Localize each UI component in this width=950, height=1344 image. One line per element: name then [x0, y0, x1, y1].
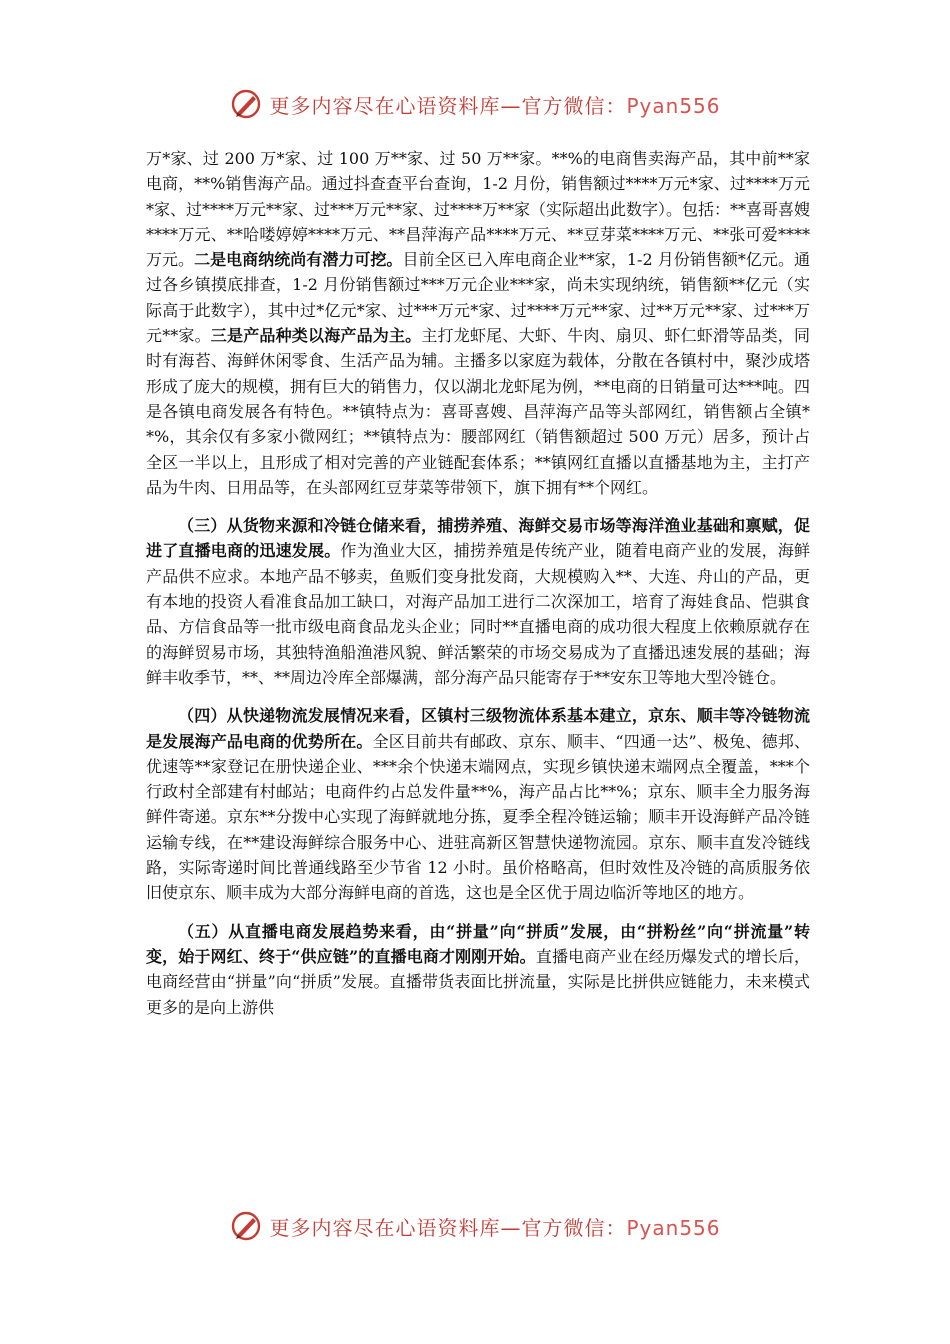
footer-wechat-account: Pyan556 [626, 1215, 721, 1240]
body-text: 主打龙虾尾、大虾、牛肉、扇贝、虾仁虾滑等品类，同时有海苔、海鲜休闲零食、生活产品为辅。主播多以家庭为载体，分散在各镇村中，聚沙成塔形成了庞大的规模，拥有巨大的销售力，仅以湖北龙虾尾为例，**电商的日销量可达***吨。四是各镇电商发展各有特色。**镇特点为：喜哥喜嫂、昌萍海产品等头部网红，销售额占全镇**%，其余仅有多家小微网红；**镇特点为：腰部网红（销售额超过 500 万元）居多，预计占全区一半以上，且形成了相对完善的产业链配套体系；**镇网红直播以直播基地为主，主打产品为牛肉、日用品等，在头部网红豆芽菜等带领下，旗下拥有**个网红。 [146, 326, 811, 497]
header-watermark-banner [0, 84, 950, 124]
paragraph [146, 703, 810, 905]
footer-banner-text: 更多内容尽在心语资料库—官方微信：Pyan556 [269, 1215, 721, 1240]
body-text: 作为渔业大区，捕捞养殖是传统产业，随着电商产业的发展，海鲜产品供不应求。本地产品不够卖，鱼贩们变身批发商，大规模购入**、大连、舟山的产品，更有本地的投资人看准食品加工缺口，对海产品加工进行二次深加工，培育了海娃食品、恺骐食品、方信食品等一批市级电商食品龙头企业；同时**直播电商的成功很大程度上依赖原就存在的海鲜贸易市场，其独特渔船渔港风貌、鲜活繁荣的市场交易成为了直播迅速发展的基础；海鲜丰收季节，**、**周边冷库全部爆满，部分海产品只能寄存于**安东卫等地大型冷链仓。 [146, 541, 810, 687]
bold-heading-text: （四）从快递物流发展情况来看，区镇村三级物流体系基本建立，京东、顺丰等冷链物流是发展海产品电商的优势所在。 [146, 706, 810, 751]
pen-logo-icon [229, 1209, 263, 1243]
body-text: 直播电商产业在经历爆发式的增长后，电商经营由“拼量”向“拼质”发展。直播带货表面比拼流量，实际是比拼供应链能力，未来模式更多的是向上游供 [146, 946, 810, 1017]
pen-logo-icon [229, 87, 263, 121]
bold-heading-text: 二是电商纳统尚有潜力可挖。 [194, 250, 403, 270]
header-banner-text: 更多内容尽在心语资料库—官方微信：Pyan556 [269, 93, 721, 118]
document-body [146, 146, 810, 1033]
footer-watermark-banner [0, 1206, 950, 1246]
bold-heading-text: （五）从直播电商发展趋势来看，由“拼量”向“拼质”发展，由“拼粉丝”向“拼流量”转变，始于网红、终于“供应链”的直播电商才刚刚开始。 [146, 921, 810, 966]
paragraph [146, 146, 810, 500]
paragraph [146, 919, 810, 1020]
header-wechat-account: Pyan556 [626, 93, 721, 118]
body-text: 全区目前共有邮政、京东、顺丰、“四通一达”、极兔、德邦、优速等**家登记在册快递企业、***余个快递末端网点，实现乡镇快递末端网点全覆盖，***个行政村全部建有村邮站；电商件约占总发件量**%，海产品占比**%；京东、顺丰全力服务海鲜件寄递。京东**分拨中心实现了海鲜就地分拣，夏季全程冷链运输；顺丰开设海鲜产品冷链运输专线，在**建设海鲜综合服务中心、进驻高新区智慧快递物流园。京东、顺丰直发冷链线路，实际寄递时间比普通线路至少节省 12 小时。虽价格略高，但时效性及冷链的高质服务依旧使京东、顺丰成为大部分海鲜电商的首选，这也是全区优于周边临沂等地区的地方。 [146, 731, 810, 903]
body-text: 万*家、过 200 万*家、过 100 万**家、过 50 万**家。**%的电商售卖海产品，其中前**家电商，**%销售海产品。通过抖查查平台查询，1-2 月份，销售额过****万元*家、过****万元*家、过****万元**家、过***万元**家、过****万**家（实际超出此数字）。包括：**喜哥喜嫂****万元、**哈喽婷婷****万元、**昌萍海产品****万元、**豆芽菜****万元、**张可爱****万元。 [146, 149, 811, 270]
body-text: 目前全区已入库电商企业**家，1-2 月份销售额*亿元。通过各乡镇摸底排查，1-2 月份销售额过***万元企业***家，尚未实现纳统，销售额**亿元（实际高于此数字），其中过*亿元*家、过***万元*家、过****万元**家、过**万元**家、过***万元**家。 [146, 250, 810, 346]
paragraph [146, 513, 810, 690]
bold-heading-text: （三）从货物来源和冷链仓储来看，捕捞养殖、海鲜交易市场等海洋渔业基础和禀赋，促进了直播电商的迅速发展。 [146, 516, 810, 561]
bold-heading-text: 三是产品种类以海产品为主。 [210, 326, 422, 346]
